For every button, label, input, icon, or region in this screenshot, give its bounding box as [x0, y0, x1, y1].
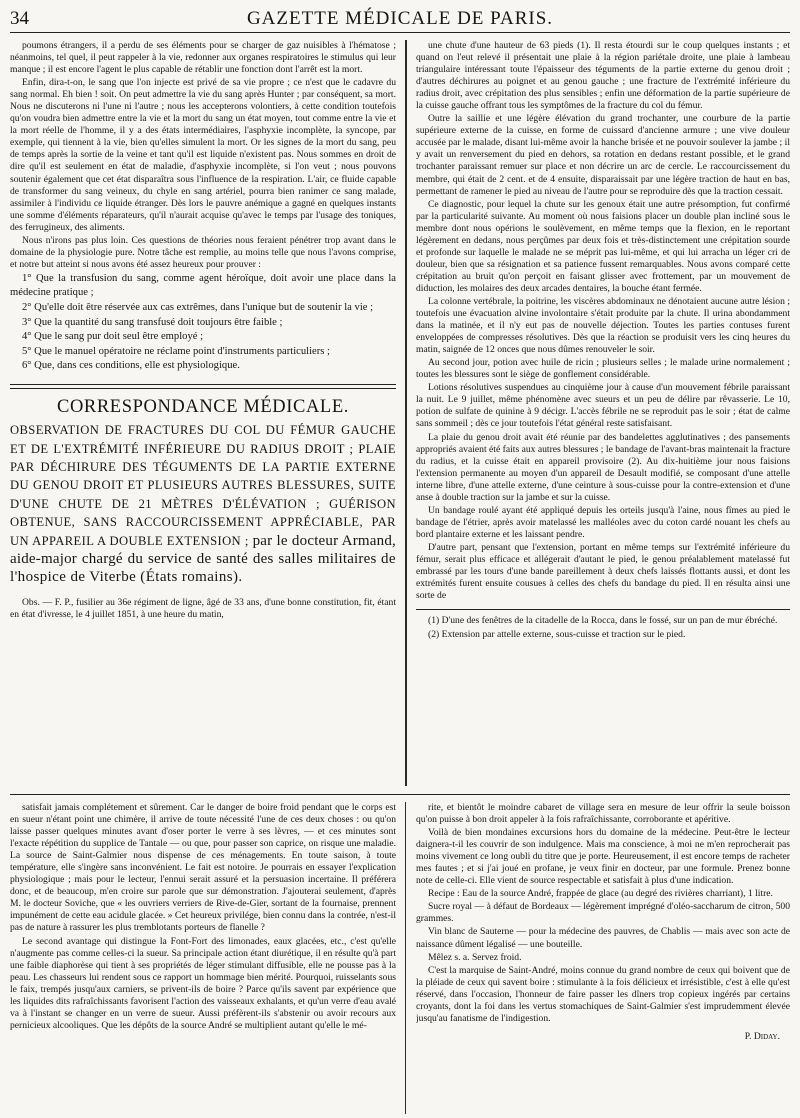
case-title-byline: par le docteur Armand, aide-major chargé du service de santé des salles militaires — [10, 532, 396, 567]
case-title — [10, 421, 396, 587]
footnote: (2) Extension par attelle externe, sous-cuisse et traction sur le pied. — [428, 628, 686, 640]
footnote: (1) D'une des fenêtres de la citadelle de la Rocca, dans le fossé, sur un pan de mur ébréché. — [428, 615, 778, 627]
paragraph: rite, et bientôt le moindre cabaret de village sera en mesure de leur offrir la seule boisson qu'on puisse à bon droit appeler à la fois rafraîchissante, corroborante et apéritive. — [416, 802, 790, 826]
paragraph: Le second avantage qui distingue la Font-Fort des limonades, eaux glacées, etc., c'est qu'elle n'augmente pas comme celles-ci la sueur. Sa principale action étant diurétique, il en résulte qu'à part une faible diaphorèse qui tient à ses propriétés de léger stimulant diffusible, elle ne pousse pas à la peau. Les chasseurs lui rendent sous ce rapport un hommage bien mérité. Pourquoi, ruisselants sous le faix, trempés jusqu'aux carniers, se privent-ils de boire ? Parce qu'ils savent par expérience que les liquides dits rafraîchissants favorisent l'action des vaisseaux exhalants, et qu'un verre d'eau avalé va à l'instant se changer en un verre de sueur. Aussi préfèrent-ils s'abstenir ou avoir recours aux pernicieux alcooliques. Que les dépôts de la source André se multiplient autant qu'elle le mé- — [10, 935, 396, 1031]
paragraph: une chute d'une hauteur de 63 pieds (1). Il resta étourdi sur le coup quelques instants ; et quand on l'eut relevé il présentait une plaie à la région pariétale droite, une plaie à lambeau triangulaire intéressant toute l'épaisseur des téguments de la partie externe du genou droit ; d'autres déchirures au poignet et au genou gauche ; une fracture de l'extrémité inférieure du radius droit, avec crépitation des plus sensibles ; enfin une déformation de la partie supérieure de la cuisse gauche offrant tous les symptômes de la fracture du col du fémur. — [416, 40, 790, 112]
paragraph: Enfin, dira-t-on, le sang que l'on injecte est privé de sa vie propre ; ce n'est que le cadavre du sang normal. Eh bien ! soit. On peut admettre la vie du sang après Hunter ; par conséquent, sa mort. Nous ne discuterons ni l'une ni l'autre ; nous les accepterons volontiers, à cette condition toutefois qu'on voudra bien admettre entre la vie et la mort du sang un état moyen, tout comme entre la vie et la mort réelle de l'homme, il y a des états intermédiaires, l'asphyxie incomplète, la syncope, par exemple, qui tiennent à la vie, bien qu'elles simulent la mort. Or les signes de la mort du sang, peu de temps après la sortie de la veine et tant qu'il est liquide n'existent pas. Nous sommes en droit de dire qu'il est seulement en état de maladie, d'asphyxie incomplète, si l'on veut ; nous pouvons soutenir également que cet état disparaîtra sous l'influence de la respiration. L'air, ce fluide capable de transformer du sang veineux, du chyle en sang artériel, pourra bien ranimer ce sang malade, assimiler à l'individu ce liquide étranger. Dès lors le pauvre anémique a gagné en quelques instants une somme d'éléments réparateurs, qu'il n'aurait acquise qu'avec le temps par l'usage des toniques, des ferrugineux, des aliments. — [10, 77, 396, 233]
paragraph: Nous n'irons pas plus loin. Ces questions de théories nous feraient pénétrer trop avant dans le domaine de la physiologie pure. Notre tâche est remplie, au moins telle que nous l'avons comprise, et notre but atteint si nous avons été assez heureux pour prouver : — [10, 234, 396, 270]
page-number: 34 — [10, 8, 29, 29]
paragraph: satisfait jamais complétement et sûrement. Car le danger de boire froid pendant que le corps est en sueur n'étant point une chimère, il arrive de toute nécessité l'une de ces deux choses : ou qu'on laisse passer quelques minutes avant d'oser porter le verre à ses lèvres, — et ces minutes sont l'exacte répétition du supplice de Tantale — ou que, pour passer son caprice, on risque une maladie. La source de Saint-Galmier nous dispense de ces ménagements. En toute saison, à toute température, elle s'ingère sans inconvénient. Le fait est notoire. Je pourrais en essayer l'explication physiologique ; mais pour le lecteur, l'ennui serait assuré et la persuasion incertaine. Il préférera donc, et de beaucoup, m'en croire sur parole que sur démonstration. J'ajouterai seulement, d'après M. le docteur Soviche, que « les ouvriers verriers de Rive-de-Gier, sortant de la fournaise, prennent impunément de cette eau acidule glacée. » Cet heureux privilége, bien connu dans la contrée, n'est-il pas de nature à rassurer les plus tremblotants porteurs de flanelle ? — [10, 802, 396, 934]
feuilleton-divider — [10, 794, 790, 795]
case-title-main: OBSERVATION DE FRACTURES DU COL DU FÉMUR GAUCHE ET DE L'EXTRÉMITÉ INFÉRIEURE DU RADIUS DROIT ; PLAIE PAR DÉCHIRURE DES TÉGUMENTS DE LA PARTIE EXTERNE DU GENOU DROIT ET PLUSIEURS AUTRES BLESSURES, SUITE D'UNE CHUTE DE 21 MÈTRES D'ÉLÉVATION ; GUÉRISON OBTENUE, SANS RACCOURCISSEMENT APPRÉCIABLE, PAR UN APPAREIL A DOUBLE EXTENSION ; — [10, 423, 396, 548]
list-item: 3° Que la quantité du sang transfusé doit toujours être faible ; — [22, 316, 283, 328]
paragraph: Outre la saillie et une légère élévation du grand trochanter, une courbure de la partie supérieure externe de la cuisse, en forme de cuissard d'ancienne armure ; une vive douleur accusée par le malade, disant lui-même avoir la hanche brisée et ne pouvoir soulever la jambe ; il y avait un renversement du pied en dehors, sa rotation en dedans restant possible, et le grand trochanter paraissant remuer sur place et non décrire un arc de cercle. Le raccourcissement du membre, qui était de 2 cent. et de 4 ensuite, disparaissait par une légère traction de haut en bas, permettant de ramener le pied au niveau de l'autre pour se reproduire dès que la traction cessait. — [416, 113, 790, 197]
paragraph: Ce diagnostic, pour lequel la chute sur les genoux était une autre présomption, fut confirmé par la particularité suivante. Au moment où nous faisions placer un double plan incliné sous le membre dont nous opérions le soulèvement, en même temps que la flexion, en le reportant légèrement en dedans, nous perçûmes par deux fois et très-distinctement une crépitation sourde et profonde sur laquelle le malade ne se méprit pas lui-même, et qui lui arracha un léger cri de douleur, bien que sa résignation et sa patience fussent remarquables. Nous avons comparé cette crépitation au bruit qu'on perçoit en faisant glisser avec frottement, par un mouvement de diduction, les molaires des deux arcades dentaires, la bouche étant fermée. — [416, 198, 790, 294]
author-signature: P. Diday. — [744, 1030, 780, 1042]
column-bottom-right — [416, 802, 790, 1114]
section-divider — [10, 384, 396, 389]
paragraph: Voilà de bien mondaines excursions hors du domaine de la médecine. Peut-être le lecteur daignera-t-il les couvrir de son indulgence. Mais ma conscience, à moi ne m'en reprocherait pas moins vivement ce long oubli du titre que je porte. Heureusement, il est encore temps de racheter mes fautes ; et si j'ai joué en profane, je veux finir en docteur, par une formule. Prenez bonne note de celle-ci. Elle vient de source respectable et satisfait à plus d'une indication. — [416, 827, 790, 887]
list-item: 1° Que la transfusion du sang, comme agent héroïque, doit avoir une place dans la médecine pratique ; — [10, 272, 396, 299]
page-header — [10, 6, 790, 33]
recipe-line: Sucre royal — à défaut de Bordeaux — légèrement imprégné d'oléo-saccharum de citron, 500 grammes. — [416, 901, 790, 925]
footnote-divider — [416, 609, 790, 610]
column-bottom-left — [10, 802, 396, 1114]
paragraph: Au second jour, potion avec huile de ricin ; plusieurs selles ; le malade urine normalement ; toutes les blessures sont le siège de gonflement considérable. — [416, 357, 790, 381]
case-title-institution: de l'hospice de Viterbe (États romains). — [10, 550, 396, 586]
column-rule-top — [405, 40, 407, 786]
list-item: 6° Que, dans ces conditions, elle est physiologique. — [22, 360, 240, 372]
observation-paragraph: Obs. — F. P., fusilier au 36e régiment de ligne, âgé de 33 ans, d'une bonne constitution, fit, étant en état d'ivresse, le 4 juillet 1851, à une heure du matin, — [10, 596, 396, 620]
paragraph: La plaie du genou droit avait été réunie par des bandelettes agglutinatives ; des pansements appropriés avaient été faits aux autres blessures ; le bandage de l'avant-bras maintenait la fracture du radius, et la cuisse était en appareil provisoire (2). Au dix-huitième jour nous faisions l'extension permanente au moyen d'un appareil de Desault modifié, se composant d'une attelle interne libre, d'une attelle externe, d'une ceinture à sous-cuisse pour la contre-extension et d'une anse à double traction sur la jambe et sur la cuisse. — [416, 431, 790, 503]
recipe-line: Vin blanc de Sauterne — pour la médecine des pauvres, de Chablis — mais avec son acte de naissance dûment légalisé — une bouteille. — [416, 926, 790, 950]
list-item: 4° Que le sang pur doit seul être employé ; — [22, 331, 204, 343]
paragraph: D'autre part, pensant que l'extension, portant en même temps sur l'extrémité inférieure du fémur, serait plus efficace et allégerait d'autant le pied, le genou préalablement matelassé fut embrassé par les tours d'une bande pareillement à deux chefs laissés flottants aussi, et dont les extrémités furent ensuite cousues à celles des chefs du bandage du pied. Il en résulta ainsi une sorte de — [416, 541, 790, 602]
recipe-line: Mêlez s. a. Servez froid. — [428, 951, 522, 963]
column-top-left — [10, 40, 396, 790]
paragraph: La colonne vertébrale, la poitrine, les viscères abdominaux ne dénotaient aucune autre lésion ; toutefois une évacuation alvine involontaire s'était produite par la chute. Il urina abondamment dans la matinée, et il n'y eut pas de nouvelle déjection. Toutes les parties contuses furent enveloppées de compresses résolutives. Dès que la réaction se produisit vers les cinq heures du matin, saignée de 12 onces que nous dûmes renouveler le soir. — [416, 295, 790, 356]
journal-title: GAZETTE MÉDICALE DE PARIS. — [246, 8, 554, 29]
list-item: 2° Qu'elle doit être réservée aux cas extrêmes, dans l'unique but de soutenir la vie ; — [22, 302, 374, 314]
column-rule-bottom — [405, 802, 406, 1114]
paragraph: C'est la marquise de Saint-André, moins connue du grand nombre de ceux qui boivent que de la pléiade de ceux qui savent boire : stimulante à la fois délicieux et irrésistible, c'est à elle qu'est réservé, dans l'occasion, l'honneur de faire passer les dîners trop copieux ingérés par certains croyants, dont la foi dans les vertus stomachiques de Saint-Galmier s'est imprudemment élevée jusqu'au fanatisme de l'indigestion. — [416, 964, 790, 1024]
paragraph: Lotions résolutives suspendues au cinquième jour à cause d'un mouvement fébrile paraissant la nuit. Le 9 juillet, même phénomène avec sueurs et un peu de délire par rêvasserie. Le 10, potion de sulfate de quinine à 9 décigr. L'accès fébrile ne se reproduit pas le soir ; état de calme sans sommeil ; dès ce jour toutefois l'état général reste satisfaisant. — [416, 382, 790, 430]
paragraph: poumons étrangers, il a perdu de ses éléments pour se charger de gaz nuisibles à l'hématose ; néanmoins, tel quel, il peut rappeler à la vie, redonner aux organes respiratoires le stimulus qui leur manque ; il est encore l'agent le plus capable de rétablir une fonction dont l'arrêt est la mort. — [10, 40, 396, 76]
recipe-line: Recipe : Eau de la source André, frappée de glace (au degré des rivières charriant), 1 litre. — [428, 888, 773, 900]
column-top-right — [416, 40, 790, 790]
section-heading: CORRESPONDANCE MÉDICALE. — [57, 397, 349, 418]
list-item: 5° Que le manuel opératoire ne réclame point d'instruments particuliers ; — [22, 345, 330, 357]
paragraph: Un bandage roulé ayant été appliqué depuis les orteils jusqu'à l'aine, nous fîmes au pied le bandage de l'étrier, après avoir matelassé les malléoles avec du coton cardé nouant les chefs au bord plantaire externe et les laissant pendre. — [416, 504, 790, 540]
conclusion-list — [10, 272, 396, 374]
